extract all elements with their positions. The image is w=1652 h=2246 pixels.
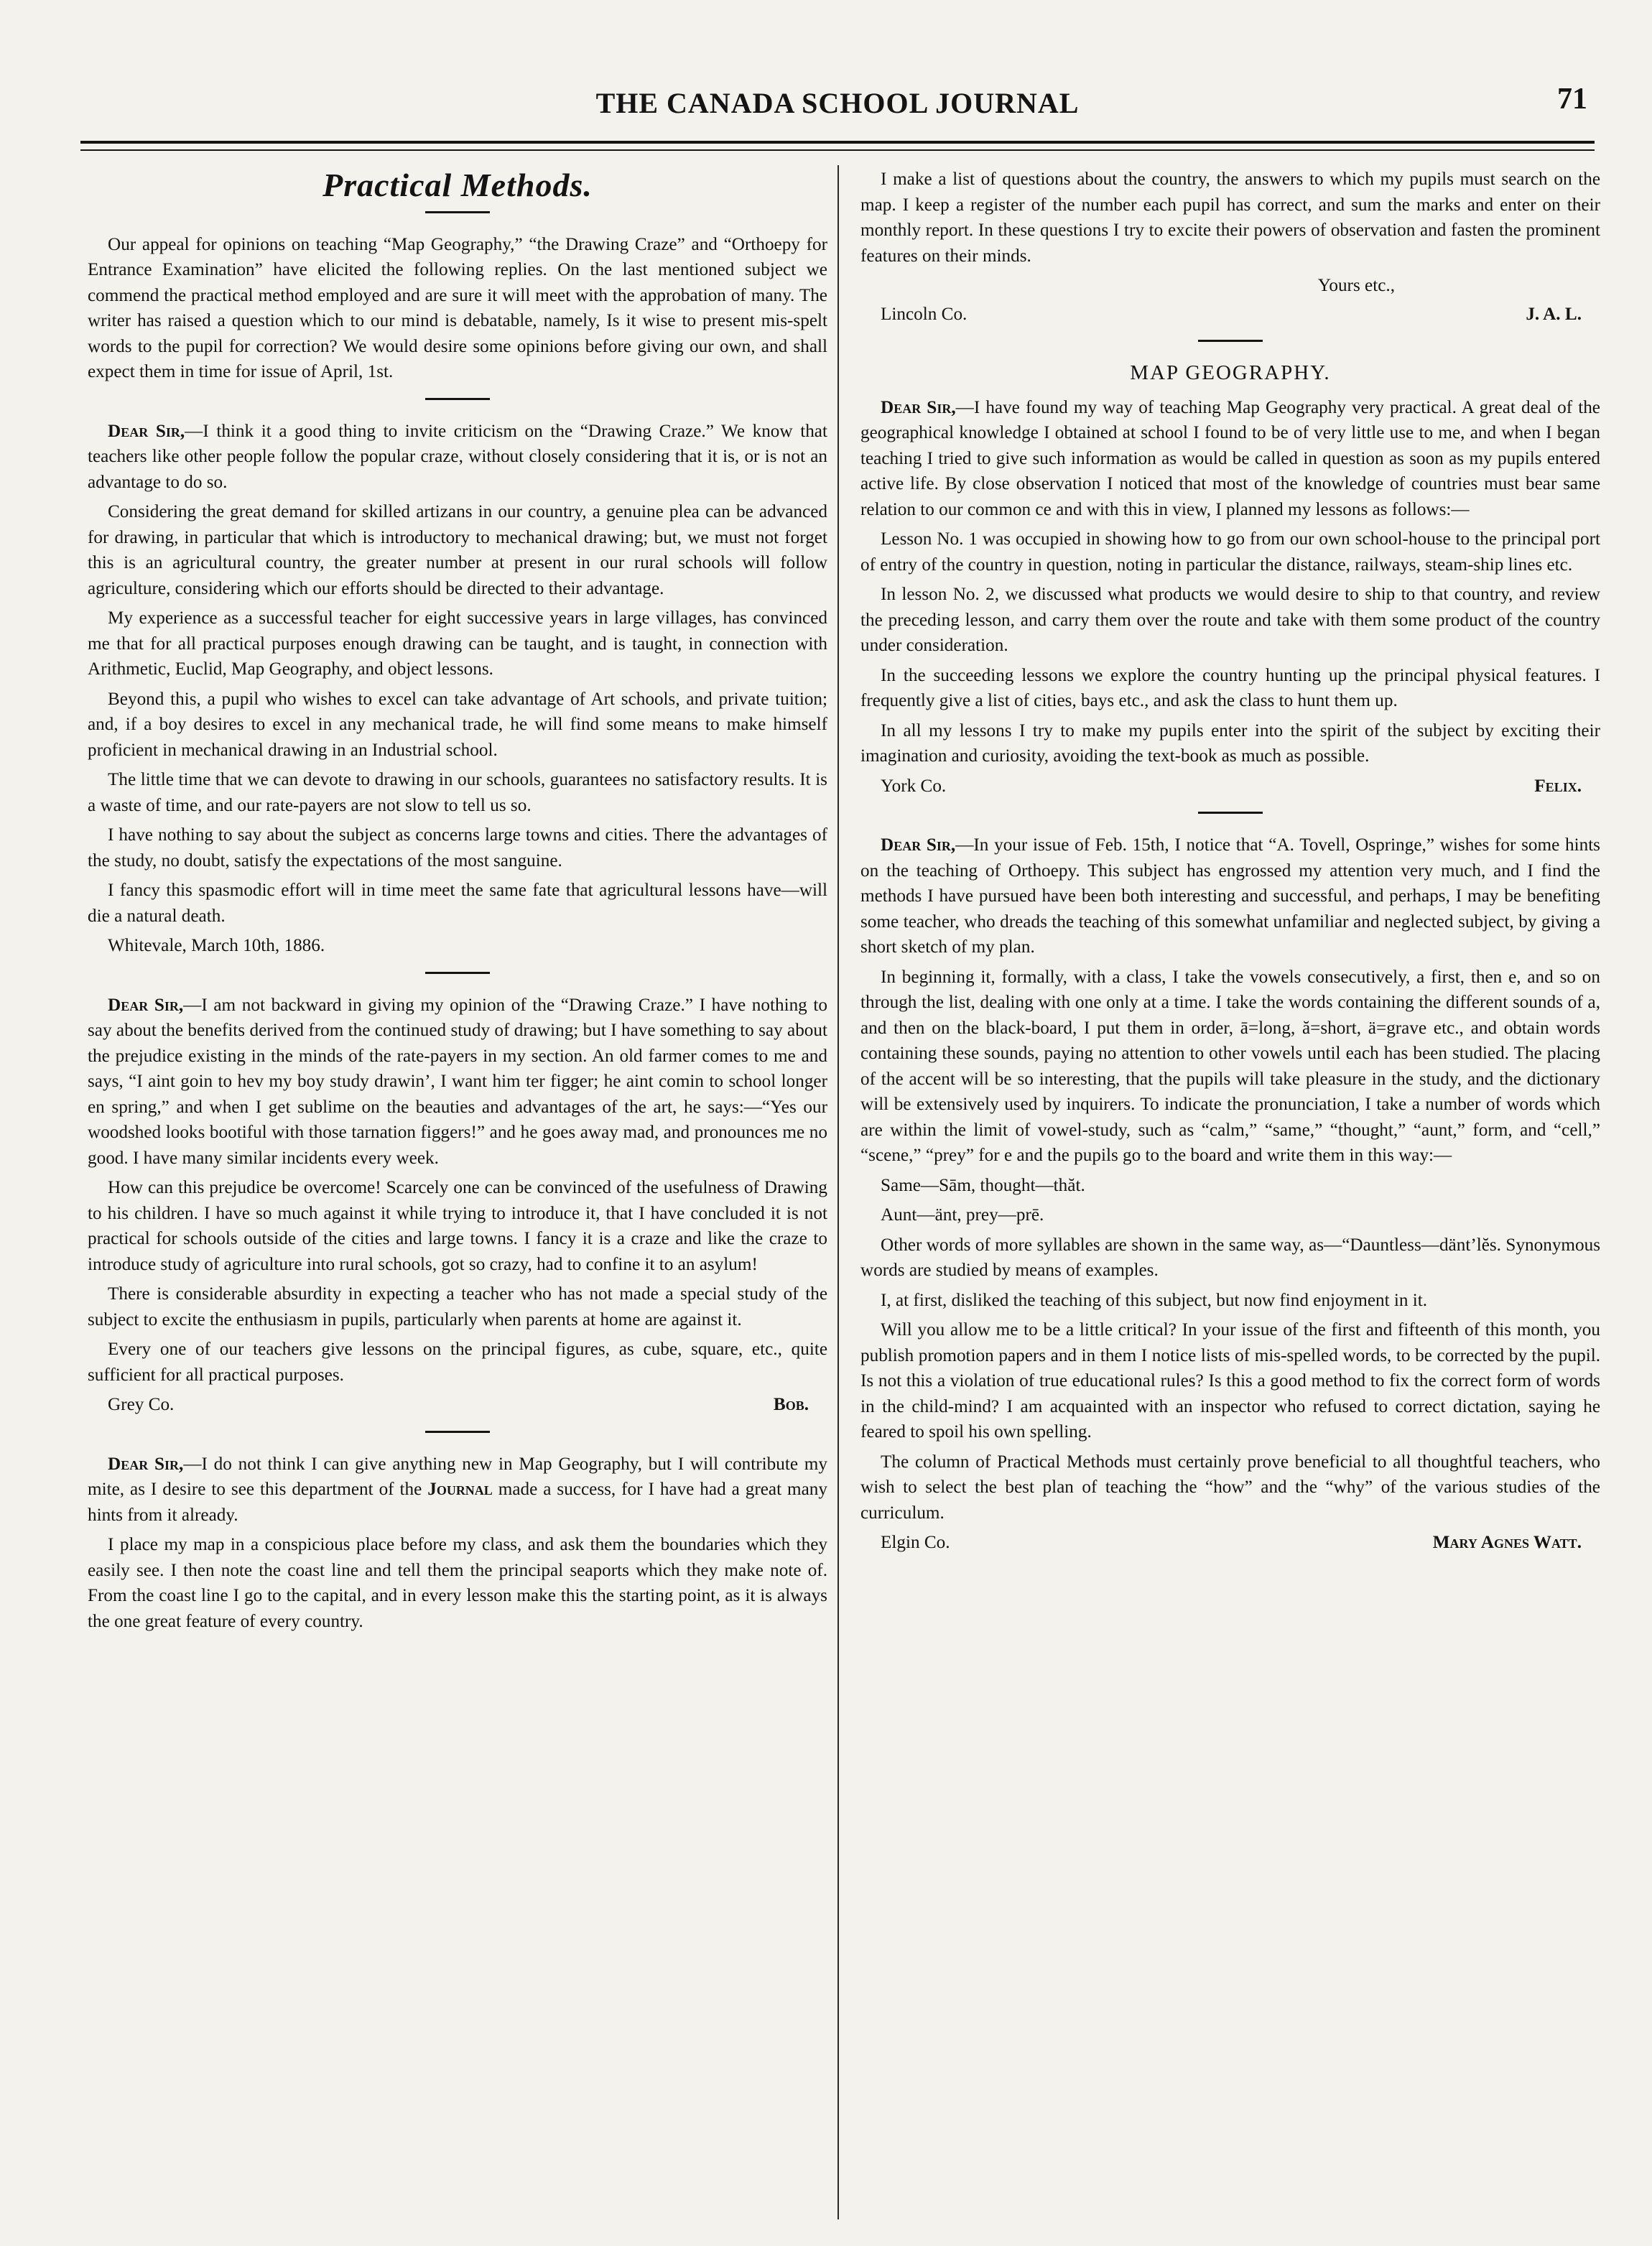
signature-line <box>860 1530 1600 1556</box>
right-column <box>860 167 1600 2221</box>
paragraph-text: —I am not backward in giving my opinion of the “Drawing Craze.” I have nothing to say about the benefits derived from the continued study of drawing; but I have something to say about the prejudice existing in the minds of the rate-payers in my section. An old farmer comes to me and says, “I aint goin to hev my boy study drawin’, I want him ter figger; he aint comin to school longer en spring,” and when I get sublime on the beauties and advantages of the art, he says:—“Yes our woodshed looks bootiful with those tarnation figgers!” and he goes away mad, and pronounces me no good. I have many similar incidents every week. <box>88 995 827 1168</box>
salutation: Dear Sir, <box>881 835 956 855</box>
letter-map-2-p4: In the succeeding lessons we explore the country hunting up the principal physical features. I frequently give a list of cities, bays etc., and ask the class to hunt them up. <box>860 665 1600 710</box>
column-divider <box>837 165 839 2219</box>
letter-orthoepy-p4: I, at first, disliked the teaching of this subject, but now find enjoyment in it. <box>881 1290 1428 1310</box>
separator <box>425 1431 490 1433</box>
salutation: Dear Sir, <box>108 1454 184 1474</box>
salutation: Dear Sir, <box>108 995 184 1015</box>
running-head <box>80 79 1595 122</box>
signature-line <box>860 302 1600 328</box>
letter-orthoepy-p5: Will you allow me to be a little critical? In your issue of the first and fifteenth of this month, you publish promotion papers and in them I notice lists of mis-spelled words, to be corrected by the pupil. Is not this a violation of true educational rules? Is this a good method to fix the correct form of words in the child-mind? I am acquainted with an inspector who refused to correct dictation, saying he feared to spoil his own spelling. <box>860 1320 1600 1442</box>
place: York Co. <box>881 776 947 796</box>
signature: Mary Agnes Watt. <box>1432 1533 1582 1552</box>
salutation: Dear Sir, <box>881 397 956 417</box>
paragraph-text: —I think it a good thing to invite criticism on the “Drawing Craze.” We know that teachers like other people follow the popular craze, without closely considering that it is, or is not an advantage to do so. <box>88 421 827 492</box>
header-rule <box>80 141 1595 144</box>
letter-map-2-p1 <box>860 395 1600 523</box>
dateline: Whitevale, March 10th, 1886. <box>108 936 325 955</box>
letter-orthoepy-p1 <box>860 832 1600 960</box>
subheading-map-geography: MAP GEOGRAPHY. <box>1130 361 1331 384</box>
paragraph-text: —In your issue of Feb. 15th, I notice that “A. Tovell, Ospringe,” wishes for some hints on the teaching of Orthoepy. This subject has engrossed my attention very much, and I find the methods I have pursued have been both interesting and successful, and perhaps, I may be benefiting some teacher, who dreads the teaching of this somewhat unfamiliar and neglected subject, by giving a short sketch of my plan. <box>860 835 1600 957</box>
place: Grey Co. <box>108 1395 175 1414</box>
letter-drawing-1-p6: I have nothing to say about the subject as concerns large towns and cities. There the advantages of the study, no doubt, satisfy the expectations of the most sanguine. <box>88 825 827 871</box>
letter-map-1-p1 <box>88 1452 827 1528</box>
letter-orthoepy-example-1: Same—Sām, thought—thăt. <box>881 1175 1085 1195</box>
signature-line <box>88 1392 827 1418</box>
editorial-intro: Our appeal for opinions on teaching “Map Geography,” “the Drawing Craze” and “Orthoepy for Entrance Examination” have elicited the following replies. On the last mentioned subject we commend the practical method employed and are sure it will meet with the approbation of many. The writer has raised a question which to our mind is debatable, namely, Is it wise to present mis-spelt words to the pupil for correction? We would desire some opinions before giving our own, and shall expect them in time for issue of April, 1st. <box>88 234 827 381</box>
letter-map-2-p5: In all my lessons I try to make my pupils enter into the spirit of the subject by exciting their imagination and curiosity, avoiding the text-book as much as possible. <box>860 720 1600 766</box>
closing: Yours etc., <box>1317 276 1395 295</box>
place: Lincoln Co. <box>881 304 967 324</box>
signature: J. A. L. <box>1526 304 1582 324</box>
letter-orthoepy-p3: Other words of more syllables are shown in the same way, as—“Dauntless—dänt’lĕs. Synonymous words are studied by means of examples. <box>860 1235 1600 1280</box>
separator <box>425 972 490 974</box>
letter-map-2-p3: In lesson No. 2, we discussed what products we would desire to ship to that country, and review the preceding lesson, and carry them over the route and take with them some product of the country under consideration. <box>860 585 1600 655</box>
signature: Felix. <box>1534 776 1582 796</box>
journal-name: THE CANADA SCHOOL JOURNAL <box>595 87 1080 119</box>
header-rule-thin <box>80 149 1595 151</box>
letter-drawing-2-p3: There is considerable absurdity in expecting a teacher who has not made a special study of the subject to excite the enthusiasm in pupils, particularly when parents at home are against it. <box>88 1284 827 1329</box>
separator <box>425 398 490 400</box>
closing-line <box>860 273 1600 299</box>
place: Elgin Co. <box>881 1533 950 1552</box>
paragraph-text: —I have found my way of teaching Map Geography very practical. A great deal of the geographical knowledge I obtained at school I found to be of very little use to me, and when I began teaching I tried to give such information as would be called in question as soon as my pupils entered active life. By close observation I noticed that most of the knowledge of countries must bear same relation to our common ce and with this in view, I planned my lessons as follows:— <box>860 397 1600 519</box>
letter-map-1-p3: I make a list of questions about the country, the answers to which my pupils must search on the map. I keep a register of the number each pupil has correct, and sum the marks and enter on their monthly report. In these questions I try to excite their powers of observation and fasten the prominent features on their minds. <box>860 170 1600 266</box>
letter-drawing-2-p2: How can this prejudice be overcome! Scarcely one can be convinced of the usefulness of Drawing to his children. I have so much against it while trying to introduce it, that I have concluded it is not practical for schools outside of the cities and large towns. I fancy it is a craze and like the craze to introduce study of agriculture into rural schools, got so crazy, had to confine it to an asylum! <box>88 1178 827 1274</box>
letter-map-2-p2: Lesson No. 1 was occupied in showing how to go from our own school-house to the principal port of entry of the country in question, noting in particular the distance, railways, steam-ship lines etc. <box>860 529 1600 575</box>
title-rule <box>425 211 490 213</box>
letter-drawing-1-p5: The little time that we can devote to drawing in our schools, guarantees no satisfactory results. It is a waste of time, and our rate-payers are not slow to tell us so. <box>88 770 827 815</box>
section-title: Practical Methods. <box>322 167 593 203</box>
letter-drawing-1-p2: Considering the great demand for skilled artizans in our country, a genuine plea can be advanced for drawing, in particular that which is introductory to mechanical drawing; but, we must not forget this is an agricultural country, the greater number at present in our rural schools will follow agriculture, considering which our efforts should be directed to their advantage. <box>88 502 827 598</box>
letter-orthoepy-example-2: Aunt—änt, prey—prē. <box>881 1205 1044 1225</box>
page-number: 71 <box>1557 83 1587 116</box>
letter-drawing-1-p3: My experience as a successful teacher for eight successive years in large villages, has convinced me that for all practical purposes enough drawing can be taught, and is taught, in connection with Arithmetic, Euclid, Map Geography, and object lessons. <box>88 608 827 679</box>
signature-line <box>860 774 1600 799</box>
letter-drawing-2-p4: Every one of our teachers give lessons on the principal figures, as cube, square, etc., quite sufficient for all practical purposes. <box>88 1340 827 1385</box>
separator <box>1198 812 1263 814</box>
left-column <box>88 167 827 2221</box>
letter-orthoepy-p6: The column of Practical Methods must certainly prove beneficial to all thoughtful teachers, who wish to select the best plan of teaching the “how” and the “why” of the various studies of the curriculum. <box>860 1452 1600 1523</box>
letter-map-1-p2: I place my map in a conspicious place before my class, and ask them the boundaries which they easily see. I then note the coast line and tell them the principal seaports which they make note of. From the coast line I go to the capital, and in every lesson make this the starting point, as it is always the one great feature of every country. <box>88 1535 827 1631</box>
letter-orthoepy-p2: In beginning it, formally, with a class, I take the vowels consecutively, a first, then e, and so on through the list, dealing with one only at a time. I take the words containing the different sounds of a, and then on the black-board, I put them in order, ā=long, ă=short, ä=grave etc., and obtain words containing these sounds, paying no attention to other vowels until each has been studied. The placing of the accent will be so interesting, that the pupils will take pleasure in the study, and the dictionary will be extensively used by inquirers. To indicate the pronunciation, I take a number of words which are within the limit of vowel-study, such as “calm,” “same,” “thought,” “aunt,” form, and “cell,” “scene,” “prey” for e and the pupils go to the board and write them in this way:— <box>860 967 1600 1165</box>
salutation: Dear Sir, <box>108 421 185 441</box>
letter-drawing-1-p7: I fancy this spasmodic effort will in time meet the same fate that agricultural lessons have—will die a natural death. <box>88 881 827 926</box>
journal-name-inline: Journal <box>427 1480 493 1499</box>
paragraph-text: made a success, for I have had a great many hints from it already. <box>88 1480 827 1525</box>
letter-drawing-2-p1 <box>88 993 827 1171</box>
separator <box>1198 340 1263 342</box>
signature: Bob. <box>773 1395 809 1414</box>
letter-drawing-1-p4: Beyond this, a pupil who wishes to excel can take advantage of Art schools, and private tuition; and, if a boy desires to excel in any mechanical trade, he will find some means to make himself proficient in mechanical drawing in an Industrial school. <box>88 689 827 760</box>
letter-drawing-1-p1 <box>88 419 827 496</box>
paragraph-text: —I do not think I can give anything new in Map Geography, but I will contribute my mite, as I desire to see this department of the <box>88 1454 827 1499</box>
